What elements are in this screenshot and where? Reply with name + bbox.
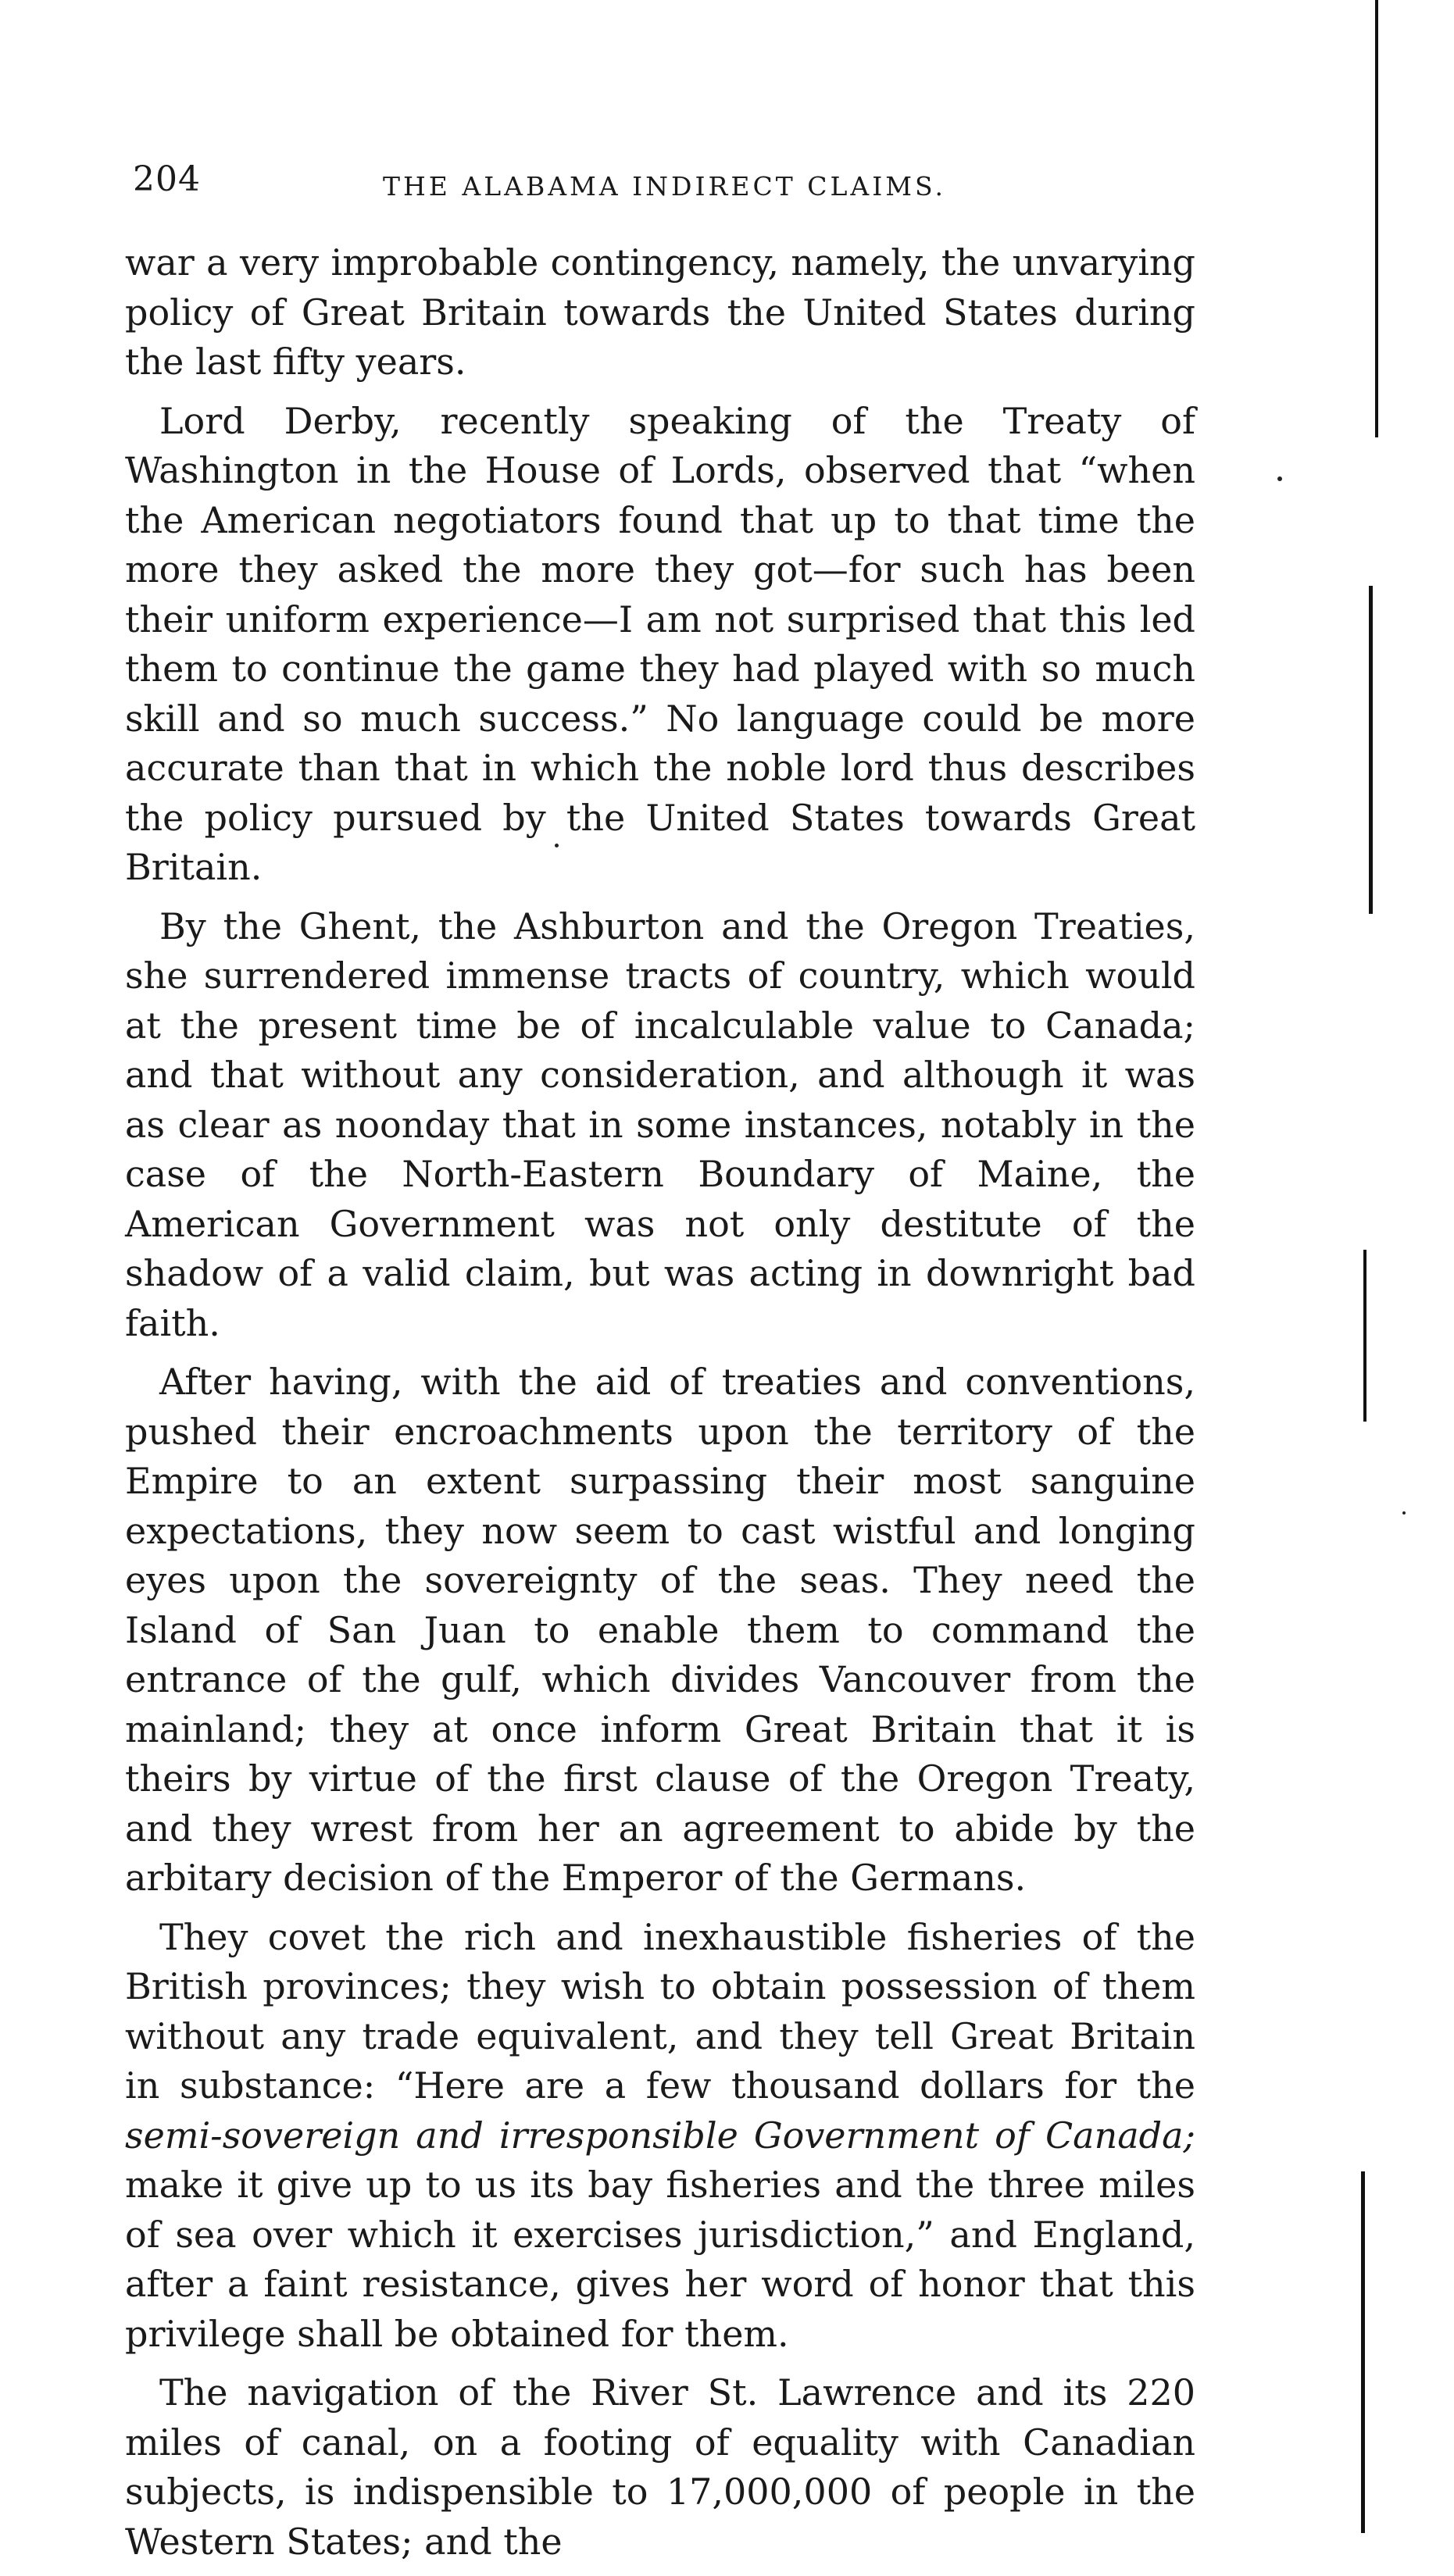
- paragraph-5-text-after: make it give up to us its bay fisheries and the three miles of sea over which it exercises jurisdiction,” and England, after a faint resistance, gives her word of honor that this privilege shall be obtained for them.: [125, 2164, 1195, 2355]
- body-text: [125, 238, 1195, 2576]
- paragraph-5-text-before: They covet the rich and inexhaustible fisheries of the British provinces; they wish to obtain possession of them without any trade equivalent, and they tell Great Britain in substance: “Here are a few thousand dollars for the: [125, 1915, 1195, 2107]
- paragraph-3: By the Ghent, the Ashburton and the Oregon Treaties, she surrendered immense tracts of country, which would at the present time be of incalculable value to Canada; and that without any consideration, and although it was as clear as noonday that in some instances, notably in the case of the North-Eastern Boundary of Maine, the American Government was not only destitute of the shadow of a valid claim, but was acting in downright bad faith.: [125, 904, 1195, 1344]
- scan-speck-3: [1402, 1511, 1406, 1515]
- scan-edge-line-middle: [1363, 1250, 1366, 1422]
- paragraph-5: [125, 1913, 1195, 2360]
- scan-speck-2: [555, 844, 559, 847]
- running-head: THE ALABAMA INDIRECT CLAIMS.: [383, 171, 946, 202]
- paragraph-6: The navigation of the River St. Lawrence and its 220 miles of canal, on a footing of equality with Canadian subjects, is indispensible to 17,000,000 of people in the Western States; and the: [125, 2371, 1195, 2563]
- scan-edge-line-lower: [1361, 2171, 1365, 2533]
- paragraph-5-italic: semi-sovereign and irresponsible Government of Canada;: [125, 2114, 1195, 2157]
- scan-edge-line-upper: [1369, 586, 1373, 914]
- scan-edge-line-top: [1375, 0, 1378, 437]
- page-header: [133, 160, 1203, 215]
- paragraph-1: war a very improbable contingency, namely, the unvarying policy of Great Britain towards the United States during the last fifty years.: [125, 241, 1195, 383]
- paragraph-4: After having, with the aid of treaties and conventions, pushed their encroachments upon the territory of the Empire to an extent surpassing their most sanguine expectations, they now seem to cast wistful and longing eyes upon the sovereignty of the seas. They need the Island of San Juan to enable them to command the entrance of the gulf, which divides Vancouver from the mainland; they at once inform Great Britain that it is theirs by virtue of the first clause of the Oregon Treaty, and they wrest from her an agreement to abide by the arbitary decision of the Emperor of the Germans.: [125, 1361, 1195, 1899]
- scan-speck-1: [1277, 476, 1282, 481]
- paragraph-2: Lord Derby, recently speaking of the Treaty of Washington in the House of Lords, observed that “when the American negotiators found that up to that time the more they asked the more they got—for such has been their uniform experience—I am not surprised that this led them to continue the game they had played with so much skill and so much success.” No language could be more accurate than that in which the noble lord thus describes the policy pursued by the United States towards Great Britain.: [125, 399, 1195, 888]
- page-number: 204: [133, 159, 201, 199]
